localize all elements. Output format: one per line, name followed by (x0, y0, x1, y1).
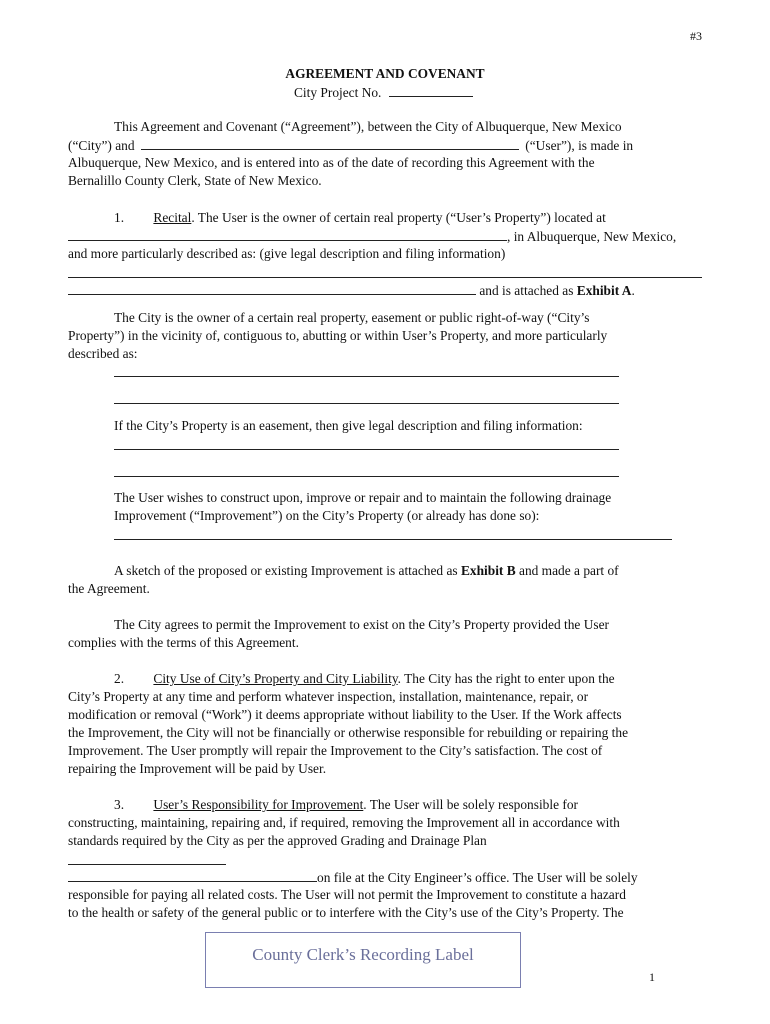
city-property-blank (114, 376, 619, 377)
section-3-line: 3. User’s Responsibility for Improvement. The User will be solely responsible for (114, 797, 578, 812)
section-heading: City Use of City’s Property and City Liability (153, 671, 398, 686)
section-number: 3. (114, 797, 125, 812)
section-2-line: repairing the Improvement will be paid by User. (68, 761, 327, 776)
legal-description-blank (68, 277, 702, 278)
intro-line: Albuquerque, New Mexico, and is entered into as of the date of recording this Agreement with the (68, 155, 595, 170)
project-number-blank (389, 83, 473, 97)
city-property-blank (114, 403, 619, 404)
intro-line: Bernalillo County Clerk, State of New Mexico. (68, 173, 322, 188)
section-2-line: Improvement. The User promptly will repair the Improvement to the City’s satisfaction. The cost of (68, 743, 603, 758)
intro-line: (“City”) and (“User”), is made in (68, 138, 634, 153)
page-number: 1 (649, 970, 655, 984)
drainage-line: The User wishes to construct upon, improve or repair and to maintain the following drainage (114, 490, 612, 505)
section-2-line: the Improvement, the City will not be financially or otherwise responsible for rebuilding or repairing the (68, 725, 629, 740)
section-3-line: to the health or safety of the general public or to interfere with the City’s use of the City’s Property. The (68, 905, 624, 920)
section-3-line: responsible for paying all related costs. The User will not permit the Improvement to constitute a hazard (68, 887, 626, 902)
city-property-line: described as: (68, 346, 138, 361)
page-title: AGREEMENT AND COVENANT (285, 66, 485, 81)
section-number: 1. (114, 210, 125, 225)
project-number (294, 83, 473, 102)
user-name-blank (141, 136, 519, 150)
section-heading: User’s Responsibility for Improvement (153, 797, 364, 812)
section-1-line: 1. Recital. The User is the owner of certain real property (“User’s Property”) located at (114, 210, 606, 225)
section-3-line: standards required by the City as per the approved Grading and Drainage Plan (68, 833, 487, 848)
permit-line: complies with the terms of this Agreement. (68, 635, 299, 650)
sketch-line: the Agreement. (68, 581, 150, 596)
grading-plan-blank (68, 864, 226, 865)
easement-blank (114, 449, 619, 450)
recording-label-box (205, 932, 521, 988)
property-location-blank (68, 227, 507, 241)
recording-label-text: County Clerk’s Recording Label (252, 945, 474, 964)
improvement-blank (114, 539, 672, 540)
easement-blank (114, 476, 619, 477)
exhibit-a: Exhibit A (576, 283, 632, 298)
section-1-line: , in Albuquerque, New Mexico, (68, 227, 676, 246)
intro-line: This Agreement and Covenant (“Agreement”), between the City of Albuquerque, New Mexico (114, 119, 622, 134)
section-3-line: on file at the City Engineer’s office. The User will be solely (68, 868, 638, 887)
section-2-line: modification or removal (“Work”) it deems appropriate without liability to the User. If the Work affects (68, 707, 622, 722)
section-2-line: City’s Property at any time and perform whatever inspection, installation, maintenance, repair, or (68, 689, 589, 704)
sketch-line: A sketch of the proposed or existing Improvement is attached as Exhibit B and made a part of (114, 563, 619, 578)
city-property-line: The City is the owner of a certain real property, easement or public right-of-way (“City’s (114, 310, 590, 325)
easement-line: If the City’s Property is an easement, then give legal description and filing information: (114, 418, 583, 433)
section-1-line: and is attached as Exhibit A. (68, 281, 635, 300)
exhibit-b: Exhibit B (460, 563, 516, 578)
section-2-line: 2. City Use of City’s Property and City Liability. The City has the right to enter upon the (114, 671, 615, 686)
grading-plan-blank (68, 868, 317, 882)
section-1-line: and more particularly described as: (give legal description and filing information) (68, 246, 506, 261)
city-property-line: Property”) in the vicinity of, contiguous to, abutting or within User’s Property, and more particularly (68, 328, 608, 343)
section-3-line: constructing, maintaining, repairing and, if required, removing the Improvement all in accordance with (68, 815, 620, 830)
drainage-line: Improvement (“Improvement”) on the City’s Property (or already has done so): (114, 508, 540, 523)
section-number: 2. (114, 671, 125, 686)
section-heading: Recital (153, 210, 192, 225)
legal-description-blank (68, 281, 476, 295)
page-tag: #3 (690, 29, 702, 43)
permit-line: The City agrees to permit the Improvement to exist on the City’s Property provided the User (114, 617, 609, 632)
project-number-label: City Project No. (294, 85, 382, 100)
